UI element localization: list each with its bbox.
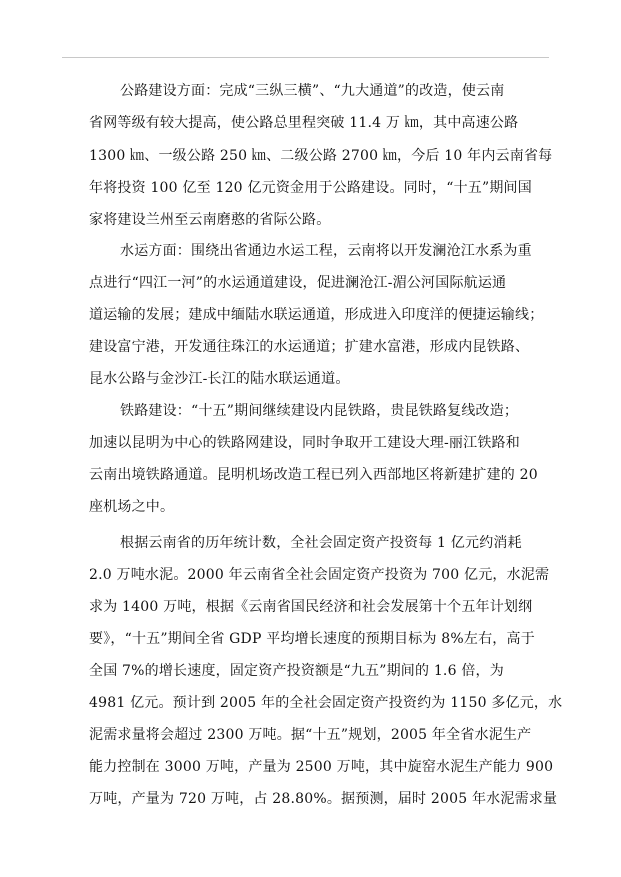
paragraph-4-line-9: 万吨，产量为 720 万吨，占 28.80%。据预测，届时 2005 年水泥需求量 [89,791,558,807]
paragraph-1-line-2: 省网等级有较大提高，使公路总里程突破 11.4 万 ㎞，其中高速公路 [89,115,519,131]
paragraph-3-line-2: 加速以昆明为中心的铁路网建设，同时争取开工建设大理-丽江铁路和 [89,435,520,451]
paragraph-2-line-3: 道运输的发展；建成中缅陆水联运通道，形成进入印度洋的便捷运输线； [89,307,544,323]
paragraph-3-line-4: 座机场之中。 [89,499,175,515]
paragraph-2-line-2: 点进行“四江一河”的水运通道建设，促进澜沧江-湄公河国际航运通 [89,275,507,291]
paragraph-4-line-4: 要》，“十五”期间全省 GDP 平均增长速度的预期目标为 8%左右，高于 [89,631,535,647]
paragraph-3-line-3: 云南出境铁路通道。昆明机场改造工程已列入西部地区将新建扩建的 20 [89,467,538,483]
paragraph-2-line-1: 水运方面：围绕出省通边水运工程，云南将以开发澜沧江水系为重 [120,243,532,259]
paragraph-1-line-1: 公路建设方面：完成“三纵三横”、“九大通道”的改造，使云南 [120,83,505,99]
paragraph-4-line-2: 2.0 万吨水泥。2000 年云南省全社会固定资产投资为 700 亿元，水泥需 [89,567,550,583]
paragraph-2-line-5: 昆水公路与金沙江-长江的陆水联运通道。 [89,371,350,387]
paragraph-4-line-1: 根据云南省的历年统计数，全社会固定资产投资每 1 亿元约消耗 [120,535,522,551]
paragraph-4-line-6: 4981 亿元。预计到 2005 年的全社会固定资产投资约为 1150 多亿元，水 [89,695,563,711]
paragraph-1-line-5: 家将建设兰州至云南磨憨的省际公路。 [89,212,331,228]
paragraph-2-line-4: 建设富宁港，开发通往珠江的水运通道；扩建水富港，形成内昆铁路、 [89,339,530,355]
paragraph-4-line-8: 能力控制在 3000 万吨，产量为 2500 万吨，其中旋窑水泥生产能力 900 [89,759,554,775]
paragraph-4-line-7: 泥需求量将会超过 2300 万吨。据“十五”规划，2005 年全省水泥生产 [89,727,532,743]
paragraph-3-line-1: 铁路建设：“十五”期间继续建设内昆铁路，贵昆铁路复线改造； [120,403,519,419]
paragraph-1-line-3: 1300 ㎞、一级公路 250 ㎞、二级公路 2700 ㎞，今后 10 年内云南省每 [89,148,553,164]
paragraph-4-line-3: 求为 1400 万吨，根据《云南省国民经济和社会发展第十个五年计划纲 [89,599,533,615]
paragraph-1-line-4: 年将投资 100 亿至 120 亿元资金用于公路建设。同时，“十五”期间国 [89,180,532,196]
paragraph-4-line-5: 全国 7%的增长速度，固定资产投资额是“九五”期间的 1.6 倍，为 [89,663,504,679]
header-rule [62,57,549,58]
